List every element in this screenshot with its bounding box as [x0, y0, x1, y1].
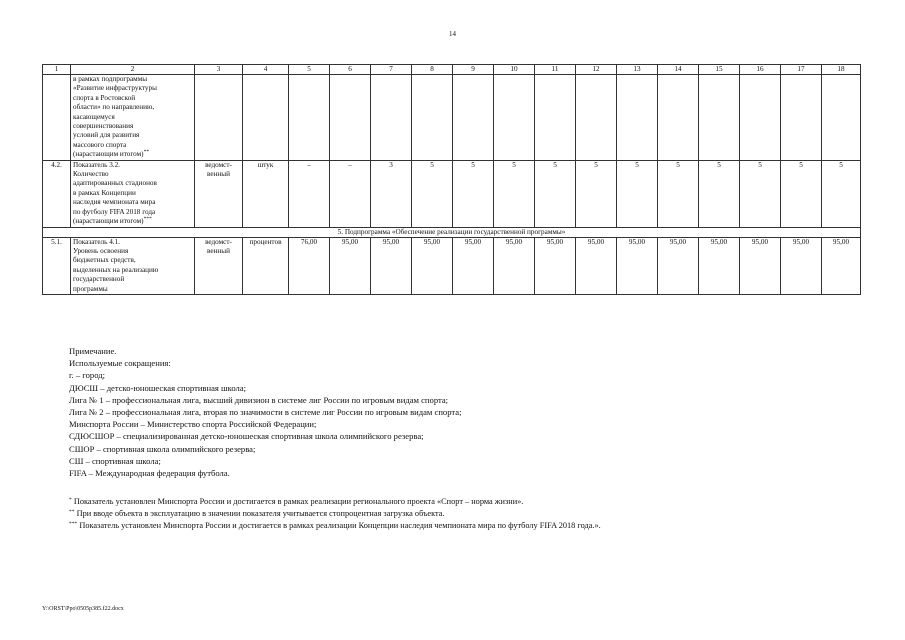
value-cell: 5 [494, 160, 535, 227]
value-cell [781, 75, 822, 161]
indicator-line: в рамках Концепции [73, 188, 136, 197]
footnote-text: При вводе объекта в эксплуатацию в значении показателя учитывается стопроцентная загрузка объекта. [74, 509, 445, 518]
value-cell [658, 75, 699, 161]
value-cell: 5 [617, 160, 658, 227]
value-cell [289, 75, 330, 161]
column-number: 8 [412, 65, 453, 75]
column-number: 5 [289, 65, 330, 75]
page-number: 14 [449, 30, 456, 38]
type-line: венный [207, 170, 230, 179]
indicator-line: (нарастающим итогом)** [73, 149, 150, 159]
column-number: 6 [330, 65, 371, 75]
row-number: 4.2. [43, 160, 71, 227]
value-cell: 5 [781, 160, 822, 227]
indicator-line: касающемуся [73, 112, 115, 121]
table-row [43, 75, 861, 161]
column-number: 9 [453, 65, 494, 75]
footnotes [69, 496, 601, 532]
value-cell [494, 75, 535, 161]
indicator-line: Количество [73, 170, 109, 179]
value-cell [740, 75, 781, 161]
indicator-type [195, 237, 243, 294]
value-cell: 76,00 [289, 237, 330, 294]
value-cell: 5 [699, 160, 740, 227]
indicator-type [195, 160, 243, 227]
value-cell: 95,00 [822, 237, 861, 294]
indicator-line: условий для развития [73, 131, 140, 140]
indicator-line: наследия чемпионата мира [73, 198, 156, 207]
value-cell: 95,00 [740, 237, 781, 294]
header-row [43, 65, 861, 75]
value-cell [371, 75, 412, 161]
indicator-line: адаптированных стадионов [73, 179, 157, 188]
indicator-line: области» по направлению, [73, 103, 155, 112]
row-number: 5.1. [43, 237, 71, 294]
file-path: Y:\ORST\Ppo\0505p385.f22.docx [42, 606, 124, 612]
value-cell: 3 [371, 160, 412, 227]
value-cell: 95,00 [412, 237, 453, 294]
column-number: 2 [71, 65, 195, 75]
value-cell: 95,00 [781, 237, 822, 294]
column-number: 1 [43, 65, 71, 75]
value-cell: 95,00 [535, 237, 576, 294]
column-number: 11 [535, 65, 576, 75]
value-cell [412, 75, 453, 161]
row-number [43, 75, 71, 161]
note-item: Лига № 1 – профессиональная лига, высший дивизион в системе лиг России по игровым видам спорта; [69, 394, 449, 405]
indicator-line: совершенствования [73, 122, 134, 131]
indicator-cell [71, 160, 195, 227]
value-cell: 5 [412, 160, 453, 227]
unit-cell: штук [243, 160, 289, 227]
type-line: ведомст- [205, 160, 232, 169]
footnote-marker: ** [143, 149, 150, 156]
indicator-cell [71, 237, 195, 294]
note-item: г. – город; [69, 370, 106, 381]
value-cell: 95,00 [330, 237, 371, 294]
value-cell [453, 75, 494, 161]
column-number: 17 [781, 65, 822, 75]
note-item: СШОР – спортивная школа олимпийского резерва; [69, 443, 256, 454]
indicator-line: спорта в Ростовской [73, 93, 136, 102]
column-number: 3 [195, 65, 243, 75]
value-cell [822, 75, 861, 161]
value-cell: 95,00 [617, 237, 658, 294]
footnote [69, 496, 601, 508]
column-number: 18 [822, 65, 861, 75]
notes-title: Примечание. [69, 346, 117, 356]
column-number: 16 [740, 65, 781, 75]
column-number: 13 [617, 65, 658, 75]
footnote-text: Показатель установлен Минспорта России и достигается в рамках реализации регионального проекта «Спорт – норма жизни». [71, 497, 524, 506]
column-number: 10 [494, 65, 535, 75]
indicator-line: (нарастающим итогом)*** [73, 216, 152, 226]
value-cell: 95,00 [658, 237, 699, 294]
value-cell [576, 75, 617, 161]
indicator-line: в рамках подпрограммы [73, 75, 148, 83]
note-item: Минспорта России – Министерство спорта Российской Федерации; [69, 419, 317, 430]
value-cell [617, 75, 658, 161]
footnote [69, 520, 601, 532]
table-row [43, 160, 861, 227]
footnote-text: Показатель установлен Минспорта России и достигается в рамках реализации Концепции наследия чемпионата мира по футболу FIFA 2018 года.». [77, 521, 601, 530]
note-item: ДЮСШ – детско-юношеская спортивная школа; [69, 382, 247, 393]
column-number: 14 [658, 65, 699, 75]
indicator-line: выделенных на реализацию [73, 265, 159, 274]
value-cell: – [289, 160, 330, 227]
note-item: СШ – спортивная школа; [69, 455, 161, 466]
subprogram-row [43, 227, 861, 237]
type-line: ведомст- [205, 237, 232, 246]
footnote-marker: * [69, 497, 72, 503]
value-cell [699, 75, 740, 161]
indicator-line: государственной [73, 275, 125, 284]
subprogram-title: 5. Подпрограмма «Обеспечение реализации государственной программы» [43, 227, 861, 237]
indicator-type [195, 75, 243, 161]
value-cell: 5 [453, 160, 494, 227]
value-cell: 5 [576, 160, 617, 227]
indicator-line: программы [73, 284, 108, 293]
value-cell: 5 [535, 160, 576, 227]
note-item: СДЮСШОР – специализированная детско-юношеская спортивная школа олимпийского резерва; [69, 431, 424, 442]
footnote-marker: *** [143, 216, 152, 223]
notes-subtitle: Используемые сокращения: [69, 358, 171, 369]
value-cell: – [330, 160, 371, 227]
type-line: венный [207, 246, 230, 255]
footnote-marker: ** [69, 509, 75, 515]
indicator-line: «Развитие инфраструктуры [73, 84, 157, 93]
value-cell [330, 75, 371, 161]
column-number: 7 [371, 65, 412, 75]
indicator-line: Показатель 3.2. [73, 160, 120, 169]
column-number: 15 [699, 65, 740, 75]
value-cell: 5 [658, 160, 699, 227]
indicator-line: массового спорта [73, 140, 127, 149]
unit-cell: процентов [243, 237, 289, 294]
indicator-line: бюджетных средств, [73, 256, 136, 265]
value-cell [535, 75, 576, 161]
value-cell: 95,00 [576, 237, 617, 294]
indicator-line: Показатель 4.1. [73, 237, 120, 246]
indicator-line: Уровень освоения [73, 246, 129, 255]
indicators-table [42, 64, 861, 295]
value-cell: 5 [822, 160, 861, 227]
unit-cell [243, 75, 289, 161]
column-number: 12 [576, 65, 617, 75]
value-cell: 95,00 [453, 237, 494, 294]
value-cell: 95,00 [699, 237, 740, 294]
notes-section [69, 345, 461, 479]
value-cell: 95,00 [494, 237, 535, 294]
table-row [43, 237, 861, 294]
note-item: Лига № 2 – профессиональная лига, вторая по значимости в системе лиг России по игровым видам спорта; [69, 407, 462, 418]
footnote-marker: *** [69, 521, 78, 527]
value-cell: 5 [740, 160, 781, 227]
footnote [69, 508, 601, 520]
column-number: 4 [243, 65, 289, 75]
indicator-line: по футболу FIFA 2018 года [73, 207, 156, 216]
value-cell: 95,00 [371, 237, 412, 294]
note-item: FIFA – Международная федерация футбола. [69, 468, 230, 479]
indicator-cell [71, 75, 195, 161]
